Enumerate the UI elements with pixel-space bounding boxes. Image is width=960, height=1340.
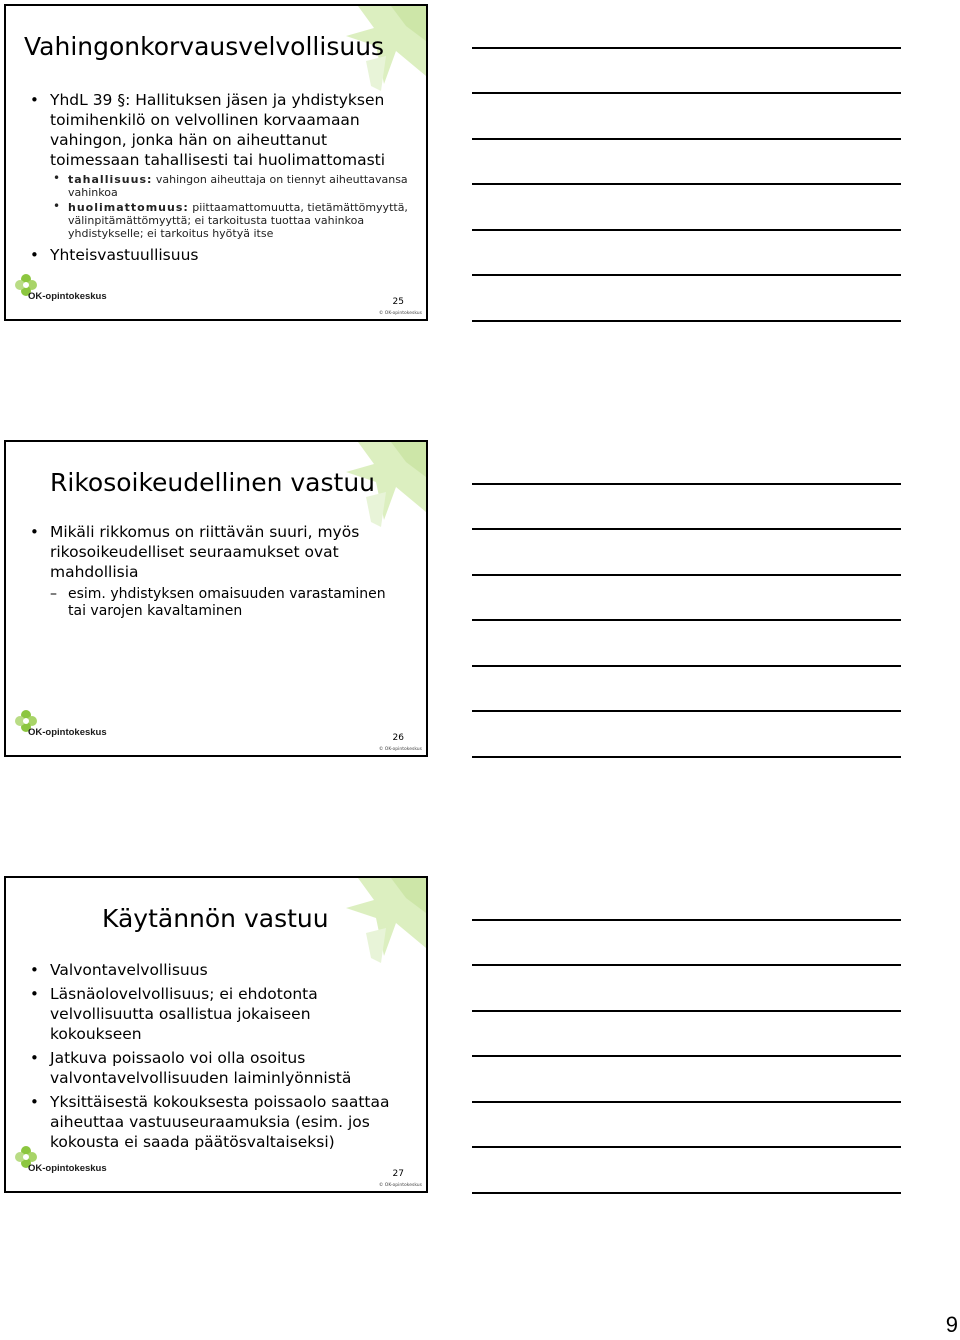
dash-item-esim: – esim. yhdistyksen omaisuuden varastaminen tai varojen kavaltaminen <box>30 586 386 620</box>
slide-number: 25 <box>392 297 404 307</box>
slide-number: 27 <box>392 1169 404 1179</box>
slide-25 <box>4 4 428 321</box>
sub-bullet-huolimattomuus: • huolimattomuus: piittaamattomuutta, tietämättömyyttä, välinpitämättömyyttä; ei tarkoitusta tuottaa vahinkoa yhdistykselle; ei tarkoitus hyötyä itse <box>50 201 408 240</box>
logo: OK-opintokeskus <box>12 1143 102 1179</box>
slide-27 <box>4 876 428 1193</box>
leaf-decoration <box>336 878 426 968</box>
slide-title: Käytännön vastuu <box>102 904 329 933</box>
bullet-yhdl39: • YhdL 39 §: Hallituksen jäsen ja yhdistyksen toimihenkilö on velvollinen korvaamaan vahingon, jonka hän on aiheuttanut toimessaan tahallisesti tai huolimattomasti <box>30 90 385 170</box>
bullet-poissaolo: • Jatkuva poissaolo voi olla osoitus valvontavelvollisuuden laiminlyönnistä <box>30 1048 351 1088</box>
logo: OK-opintokeskus <box>12 271 102 307</box>
copyright: © OK-opintokeskus <box>378 1183 422 1188</box>
bullet-yksittainen: • Yksittäisestä kokouksesta poissaolo saattaa aiheuttaa vastuuseuraamuksia (esim. jos kokousta ei saada päätösvaltaiseksi) <box>30 1092 389 1152</box>
bullet-rikkomus: • Mikäli rikkomus on riittävän suuri, myös rikosoikeudelliset seuraamukset ovat mahdollisia <box>30 522 359 582</box>
slide-26 <box>4 440 428 757</box>
page-number: 9 <box>945 1312 958 1337</box>
bullet-yhteisvastuu: • Yhteisvastuullisuus <box>30 245 198 265</box>
bullet-valvonta: • Valvontavelvollisuus <box>30 960 208 980</box>
slide-title: Vahingonkorvausvelvollisuus <box>24 32 385 61</box>
logo: OK-opintokeskus <box>12 707 102 743</box>
copyright: © OK-opintokeskus <box>378 747 422 752</box>
copyright: © OK-opintokeskus <box>378 311 422 316</box>
bullet-lasnaolo: • Läsnäolovelvollisuus; ei ehdotonta velvollisuutta osallistua jokaiseen kokoukseen <box>30 984 318 1044</box>
slide-number: 26 <box>392 733 404 743</box>
slide-title: Rikosoikeudellinen vastuu <box>50 468 376 497</box>
sub-bullet-tahallisuus: • tahallisuus: vahingon aiheuttaja on tiennyt aiheuttavansa vahinkoa <box>50 173 408 199</box>
